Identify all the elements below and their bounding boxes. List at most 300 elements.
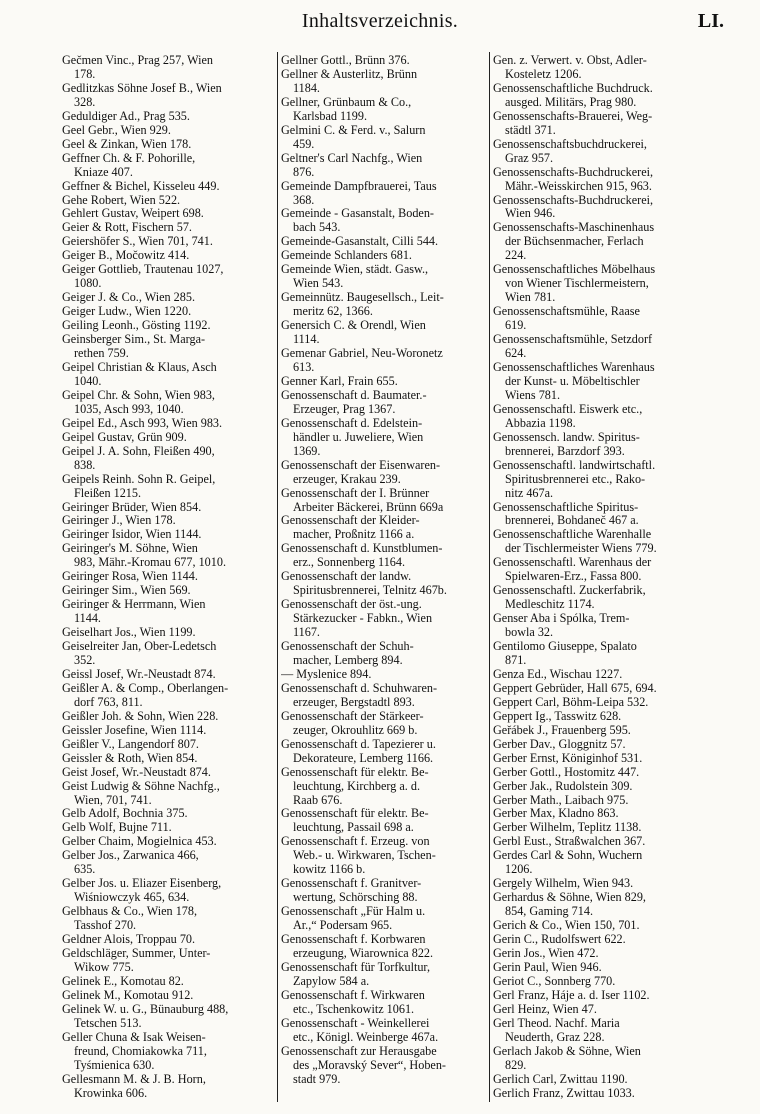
index-entry (281, 514, 487, 542)
page-header (0, 4, 760, 38)
entry-text: Geřábek J., Frauenberg 595. (493, 723, 631, 737)
index-entry (281, 291, 487, 319)
entry-continuation: 854, Gaming 714. (505, 905, 594, 919)
entry-text: Genossenschaftsmühle, Raase (493, 305, 640, 319)
entry-text: Geiger J. & Co., Wien 285. (62, 291, 195, 305)
index-entry (62, 849, 274, 877)
entry-text: Gentilomo Giuseppe, Spalato (493, 640, 637, 654)
entry-text: Gedlitzkas Söhne Josef B., Wien (62, 81, 222, 95)
entry-text: Genossenschaft d. Schuhwaren- (281, 681, 438, 695)
entry-text: Gelinek M., Komotau 912. (62, 988, 194, 1002)
index-entry (62, 905, 274, 933)
entry-continuation: wertung, Schörsching 88. (293, 891, 418, 905)
entry-continuation: erzeuger, Krakau 239. (293, 472, 401, 486)
entry-text: Genossenschaft d. Edelstein- (281, 416, 423, 430)
index-entry (493, 933, 699, 947)
index-entry (62, 626, 274, 640)
entry-text: Geissler Josefine, Wien 1114. (62, 723, 207, 737)
page-number: LI. (697, 10, 724, 32)
entry-text: Gemeinde-Gasanstalt, Cilli 544. (281, 235, 439, 249)
entry-continuation: Karlsbad 1199. (293, 109, 368, 123)
entry-text: Genossenschaftliche Warenhalle (493, 528, 652, 542)
index-entry (62, 598, 274, 626)
entry-text: Geipel Ed., Asch 993, Wien 983. (62, 416, 223, 430)
index-entry (62, 752, 274, 766)
entry-text: Gergely Wilhelm, Wien 943. (493, 877, 634, 891)
entry-text: Geiling Leonh., Gösting 1192. (62, 319, 211, 333)
entry-continuation: bowla 32. (505, 626, 554, 640)
index-entry (281, 807, 487, 835)
entry-continuation: bach 543. (293, 221, 341, 235)
index-entry (493, 975, 699, 989)
index-entry (62, 333, 274, 361)
entry-text: Genossenschaft für elektr. Be- (281, 807, 429, 821)
entry-text: Genossenschaft f. Wirkwaren (281, 988, 425, 1002)
entry-text: Genossenschaft „Für Halm u. (281, 905, 426, 919)
index-entry (493, 1087, 699, 1099)
column-divider (277, 52, 278, 1102)
index-entry (493, 961, 699, 975)
entry-text: Geppert Carl, Böhm-Leipa 532. (493, 695, 649, 709)
entry-continuation: nitz 467a. (505, 486, 554, 500)
entry-continuation: 876. (293, 165, 315, 179)
entry-continuation: erzeugung, Wiarownica 822. (293, 947, 434, 960)
index-entry (62, 319, 274, 333)
index-entry (493, 682, 699, 696)
index-entry (62, 445, 274, 473)
entry-text: Geiselhart Jos., Wien 1199. (62, 626, 196, 640)
entry-text: Geppert Gebrüder, Hall 675, 694. (493, 681, 657, 695)
entry-continuation: Krowinka 606. (74, 1086, 148, 1099)
index-entry (281, 152, 487, 180)
entry-text: Genossenschaft der Eisenwaren- (281, 458, 441, 472)
entry-text: Geffner Ch. & F. Pohorille, (62, 151, 196, 165)
entry-text: Genossenschaftliche Buchdruck. (493, 81, 653, 95)
index-entry (62, 501, 274, 515)
entry-text: Geiringer & Herrmann, Wien (62, 598, 206, 612)
entry-text: Geffner & Bichel, Kisseleu 449. (62, 179, 220, 193)
index-entry (281, 263, 487, 291)
index-entry (281, 68, 487, 96)
index-entry (493, 263, 699, 305)
entry-text: Gerl Theod. Nachf. Maria (493, 1016, 620, 1030)
entry-text: Geier & Rott, Fischern 57. (62, 221, 192, 235)
index-entry (493, 1045, 699, 1073)
index-entry (493, 459, 699, 501)
entry-text: Geldner Alois, Troppau 70. (62, 933, 196, 947)
entry-continuation: 459. (293, 137, 315, 151)
entry-text: Genossenschafts-Buchdruckerei, (493, 165, 654, 179)
index-entry (493, 194, 699, 222)
index-entry (62, 668, 274, 682)
index-entry (281, 347, 487, 375)
entry-continuation: etc., Königl. Weinberge 467a. (293, 1030, 439, 1044)
entry-continuation: leuchtung, Passail 698 a. (293, 821, 414, 835)
index-entry (62, 542, 274, 570)
entry-text: Geipel Gustav, Grün 909. (62, 430, 187, 444)
entry-continuation: des „Moravský Sever“, Hoben- (293, 1058, 446, 1072)
index-column-3 (493, 54, 699, 1099)
index-entry (62, 249, 274, 263)
entry-text: Genossenschafts-Buchdruckerei, (493, 193, 654, 207)
index-entry (493, 738, 699, 752)
index-entry (281, 375, 487, 389)
index-entry (281, 459, 487, 487)
entry-text: Genossenschaft der Stärkeer- (281, 709, 424, 723)
entry-text: Genossenschaftl. landwirtschaftl. (493, 458, 656, 472)
index-entry (62, 835, 274, 849)
entry-continuation: Tasshof 270. (74, 919, 137, 933)
entry-text: Geiger Ludw., Wien 1220. (62, 305, 192, 319)
entry-continuation: Neuderth, Graz 228. (505, 1030, 605, 1044)
index-entry (281, 180, 487, 208)
entry-continuation: Abbazia 1198. (505, 416, 576, 430)
index-entry (281, 989, 487, 1017)
entry-text: Gerich & Co., Wien 150, 701. (493, 919, 640, 933)
index-entry (493, 766, 699, 780)
entry-continuation: 1184. (293, 81, 320, 95)
index-entry (62, 724, 274, 738)
entry-continuation: 983, Mähr.-Kromau 677, 1010. (74, 556, 226, 570)
entry-text: Genossenschaftl. Zuckerfabrik, (493, 584, 646, 598)
entry-continuation: Wien 781. (505, 291, 556, 305)
entry-continuation: brennerei, Bohdaneč 467 a. (505, 514, 639, 528)
column-divider (489, 52, 490, 1102)
entry-text: Genersich C. & Orendl, Wien (281, 319, 426, 333)
entry-text: Gemenar Gabriel, Neu-Woronetz (281, 347, 443, 361)
entry-continuation: macher, Proßnitz 1166 a. (293, 528, 415, 542)
index-entry (62, 82, 274, 110)
entry-text: Geißler V., Langendorf 807. (62, 737, 199, 751)
entry-text: Gelber Jos., Zarwanica 466, (62, 849, 199, 863)
entry-continuation: Kniaze 407. (74, 165, 133, 179)
index-entry (62, 947, 274, 975)
index-column-1 (62, 54, 274, 1099)
index-entry (493, 305, 699, 333)
index-entry (62, 584, 274, 598)
entry-continuation: 829. (505, 1058, 527, 1072)
index-entry (62, 263, 274, 291)
entry-text: Geller Chuna & Isak Weisen- (62, 1030, 206, 1044)
entry-text: Gemeinde Dampfbrauerei, Taus (281, 179, 437, 193)
entry-continuation: 838. (74, 458, 96, 472)
entry-text: Geipel J. A. Sohn, Fleißen 490, (62, 444, 215, 458)
index-entry (62, 431, 274, 445)
entry-text: Genossenschaftliche Spiritus- (493, 500, 639, 514)
entry-continuation: der Büchsenmacher, Ferlach (505, 235, 644, 249)
entry-continuation: Medleschitz 1174. (505, 598, 595, 612)
index-entry (493, 696, 699, 710)
entry-continuation: 1114. (293, 333, 320, 347)
entry-continuation: von Wiener Tischlermeistern, (505, 277, 649, 291)
index-entry (493, 501, 699, 529)
entry-continuation: 352. (74, 653, 96, 667)
index-entry (62, 417, 274, 431)
index-entry (62, 389, 274, 417)
entry-text: Geiringer Brüder, Wien 854. (62, 500, 202, 514)
entry-continuation: Tyśmienica 630. (74, 1058, 155, 1072)
index-entry (62, 640, 274, 668)
entry-text: Genossenschaft zur Herausgabe (281, 1044, 437, 1058)
entry-continuation: freund, Chomiakowka 711, (74, 1044, 207, 1058)
entry-text: Gelb Adolf, Bochnia 375. (62, 807, 188, 821)
entry-text: Gerlich Franz, Zwittau 1033. (493, 1086, 635, 1099)
entry-continuation: dorf 763, 811. (74, 695, 143, 709)
entry-text: Gerdes Carl & Sohn, Wuchern (493, 849, 643, 863)
entry-text: Genossenschaft der Kleider- (281, 514, 420, 528)
index-entry (62, 235, 274, 249)
index-entry (281, 124, 487, 152)
entry-continuation: ausged. Militärs, Prag 980. (505, 95, 637, 109)
entry-continuation: Wiśniowczyk 465, 634. (74, 891, 190, 905)
entry-continuation: 178. (74, 67, 96, 81)
index-column-2 (281, 54, 487, 1099)
index-entry (281, 877, 487, 905)
entry-continuation: Ar.,“ Podersam 965. (293, 919, 393, 933)
entry-text: Gerber Math., Laibach 975. (493, 793, 629, 807)
index-entry (493, 54, 699, 82)
index-entry (281, 1045, 487, 1087)
entry-text: Genossenschaft der landw. (281, 570, 412, 584)
index-entry (281, 96, 487, 124)
index-entry (493, 919, 699, 933)
entry-text: Genser Aba i Spólka, Trem- (493, 612, 630, 626)
entry-continuation: Mähr.-Weisskirchen 915, 963. (505, 179, 652, 193)
index-entry (62, 710, 274, 724)
index-entry (62, 54, 274, 82)
index-entry (493, 1003, 699, 1017)
entry-text: Genossenschaft d. Kunstblumen- (281, 542, 443, 556)
entry-text: Geltner's Carl Nachfg., Wien (281, 151, 423, 165)
index-entry (62, 180, 274, 194)
index-entry (62, 361, 274, 389)
index-entry (493, 989, 699, 1003)
entry-text: Gerhardus & Söhne, Wien 829, (493, 891, 646, 905)
entry-text: Genossenschaft d. Tapezierer u. (281, 737, 436, 751)
entry-text: Gerin Paul, Wien 946. (493, 960, 602, 974)
index-entry (493, 849, 699, 877)
entry-continuation: der Kunst- u. Möbeltischler (505, 374, 640, 388)
index-entry (62, 514, 274, 528)
index-entry (62, 291, 274, 305)
entry-continuation: 871. (505, 653, 527, 667)
index-entry (493, 1017, 699, 1045)
entry-continuation: brennerei, Barzdorf 393. (505, 444, 625, 458)
entry-text: Genossenschaftliches Möbelhaus (493, 263, 656, 277)
entry-text: Geiger Gottlieb, Trautenau 1027, (62, 263, 224, 277)
entry-text: Genossenschaftl. Eiswerk etc., (493, 402, 643, 416)
index-entry (62, 138, 274, 152)
index-entry (281, 961, 487, 989)
index-entry (493, 403, 699, 431)
entry-continuation: 1144. (74, 612, 101, 626)
index-entry (281, 835, 487, 877)
entry-text: Genossenschaft der öst.-ung. (281, 598, 422, 612)
index-entry (62, 124, 274, 138)
index-entry (493, 640, 699, 668)
entry-text: Genossensch. landw. Spiritus- (493, 430, 640, 444)
entry-text: Genossenschaftliches Warenhaus (493, 360, 655, 374)
entry-text: Gerlich Carl, Zwittau 1190. (493, 1072, 628, 1086)
entry-text: — Myslenice 894. (281, 667, 372, 681)
index-entry (281, 249, 487, 263)
index-entry (281, 905, 487, 933)
index-entry (62, 473, 274, 501)
entry-text: Gehlert Gustav, Weipert 698. (62, 207, 204, 221)
entry-text: Genza Ed., Wischau 1227. (493, 667, 623, 681)
index-entry (281, 389, 487, 417)
entry-text: Geissl Josef, Wr.-Neustadt 874. (62, 667, 216, 681)
entry-text: Genossenschaft der I. Brünner (281, 486, 430, 500)
entry-text: Geißler Joh. & Sohn, Wien 228. (62, 709, 219, 723)
entry-text: Gelber Jos. u. Eliazer Eisenberg, (62, 877, 222, 891)
entry-text: Gemeinde - Gasanstalt, Boden- (281, 207, 434, 221)
index-entry (281, 54, 487, 68)
entry-text: Geel Gebr., Wien 929. (62, 123, 171, 137)
entry-continuation: Fleißen 1215. (74, 486, 142, 500)
entry-continuation: 613. (293, 360, 315, 374)
entry-continuation: 624. (505, 347, 527, 361)
entry-continuation: 1369. (293, 444, 321, 458)
entry-continuation: Tetschen 513. (74, 1016, 142, 1030)
index-entry (281, 668, 487, 682)
index-entry (62, 780, 274, 808)
entry-text: Gerber Dav., Gloggnitz 57. (493, 737, 626, 751)
entry-continuation: leuchtung, Kirchberg a. d. (293, 779, 421, 793)
entry-continuation: kowitz 1166 b. (293, 863, 366, 877)
entry-continuation: 635. (74, 863, 96, 877)
index-entry (493, 221, 699, 263)
entry-text: Genossenschafts-Maschinenhaus (493, 221, 655, 235)
index-entry (493, 724, 699, 738)
entry-text: Genossenschaftsmühle, Setzdorf (493, 333, 653, 347)
entry-continuation: händler u. Juweliere, Wien (293, 430, 424, 444)
index-entry (281, 319, 487, 347)
entry-continuation: Zapylow 584 a. (293, 974, 370, 988)
index-entry (281, 598, 487, 640)
entry-continuation: Erzeuger, Prag 1367. (293, 402, 396, 416)
index-entry (62, 152, 274, 180)
index-entry (62, 570, 274, 584)
index-entry (62, 221, 274, 235)
entry-continuation: Web.- u. Wirkwaren, Tschen- (293, 849, 436, 863)
entry-text: Gelinek W. u. G., Bünauburg 488, (62, 1002, 229, 1016)
index-entry (281, 207, 487, 235)
entry-continuation: 1035, Asch 993, 1040. (74, 402, 184, 416)
entry-text: Genossenschaftsbuchdruckerei, (493, 137, 647, 151)
index-entry (281, 682, 487, 710)
entry-text: Genossenschaft f. Korbwaren (281, 933, 426, 947)
index-entry (281, 766, 487, 808)
entry-text: Gerber Max, Kladno 863. (493, 807, 619, 821)
entry-text: Genner Karl, Frain 655. (281, 374, 398, 388)
index-entry (281, 738, 487, 766)
entry-continuation: Wiens 781. (505, 388, 561, 402)
entry-text: Genossenschaft für elektr. Be- (281, 765, 429, 779)
index-entry (62, 1003, 274, 1031)
entry-text: Gemeinde Schlanders 681. (281, 249, 412, 263)
index-entry (493, 710, 699, 724)
entry-text: Genossenschaft der Schuh- (281, 640, 414, 654)
index-entry (281, 570, 487, 598)
index-entry (62, 207, 274, 221)
entry-continuation: 1080. (74, 277, 102, 291)
entry-text: Gelmini C. & Ferd. v., Salurn (281, 123, 426, 137)
entry-text: Gerlach Jakob & Söhne, Wien (493, 1044, 641, 1058)
entry-text: Geiringer Isidor, Wien 1144. (62, 528, 202, 542)
entry-text: Gerber Ernst, Königinhof 531. (493, 751, 643, 765)
entry-text: Genossenschaft f. Granitver- (281, 877, 422, 891)
index-entry (493, 138, 699, 166)
entry-continuation: Graz 957. (505, 151, 554, 165)
index-entry (493, 891, 699, 919)
entry-continuation: 1167. (293, 626, 320, 640)
index-entry (493, 807, 699, 821)
entry-text: Geiershöfer S., Wien 701, 741. (62, 235, 213, 249)
entry-text: Geist Josef, Wr.-Neustadt 874. (62, 765, 211, 779)
index-entry (493, 821, 699, 835)
entry-text: Gerl Franz, Háje a. d. Iser 1102. (493, 988, 650, 1002)
entry-text: Geißler A. & Comp., Oberlangen- (62, 681, 229, 695)
entry-continuation: Dekorateure, Lemberg 1166. (293, 751, 434, 765)
entry-text: Genossenschaft d. Baumater.- (281, 388, 427, 402)
entry-continuation: 368. (293, 193, 315, 207)
index-entry (493, 835, 699, 849)
index-entry (493, 166, 699, 194)
entry-text: Gemeinnütz. Baugesellsch., Leit- (281, 291, 444, 305)
entry-text: Gečmen Vinc., Prag 257, Wien (62, 54, 213, 67)
entry-continuation: Spiritusbrennerei, Telnitz 467b. (293, 584, 447, 598)
entry-text: Gerber Wilhelm, Teplitz 1138. (493, 821, 642, 835)
index-entry (493, 752, 699, 766)
entry-continuation: zeuger, Okrouhlitz 669 b. (293, 723, 418, 737)
entry-text: Gerber Jak., Rudolstein 309. (493, 779, 633, 793)
index-entry (281, 487, 487, 515)
entry-continuation: städtl 371. (505, 123, 556, 137)
entry-continuation: 1206. (505, 863, 533, 877)
entry-continuation: 619. (505, 319, 527, 333)
entry-text: Geiringer Sim., Wien 569. (62, 584, 191, 598)
entry-text: Geiger B., Močowitz 414. (62, 249, 190, 263)
index-entry (281, 417, 487, 459)
index-entry (493, 528, 699, 556)
entry-text: Gellner, Grünbaum & Co., (281, 95, 412, 109)
entry-text: Geipel Christian & Klaus, Asch (62, 360, 217, 374)
entry-text: Geiringer Rosa, Wien 1144. (62, 570, 198, 584)
entry-text: Gelinek E., Komotau 82. (62, 974, 184, 988)
index-entry (493, 431, 699, 459)
entry-continuation: Wikow 775. (74, 960, 134, 974)
entry-text: Geinsberger Sim., St. Marga- (62, 333, 206, 347)
entry-text: Geipel Chr. & Sohn, Wien 983, (62, 388, 215, 402)
page-title: Inhaltsverzeichnis. (301, 10, 459, 32)
index-entry (493, 877, 699, 891)
index-entry (493, 333, 699, 361)
entry-continuation: Spielwaren-Erz., Fassa 800. (505, 570, 642, 584)
entry-continuation: 1040. (74, 374, 102, 388)
entry-continuation: 224. (505, 249, 527, 263)
entry-text: Genossenschaft f. Erzeug. von (281, 835, 430, 849)
entry-continuation: erz., Sonnenberg 1164. (293, 556, 406, 570)
index-entry (62, 194, 274, 208)
entry-text: Gerin Jos., Wien 472. (493, 947, 599, 960)
index-entry (62, 1073, 274, 1099)
index-entry (493, 584, 699, 612)
index-entry (281, 235, 487, 249)
index-entry (62, 738, 274, 752)
entry-continuation: der Tischlermeister Wiens 779. (505, 542, 657, 556)
index-entry (493, 361, 699, 403)
